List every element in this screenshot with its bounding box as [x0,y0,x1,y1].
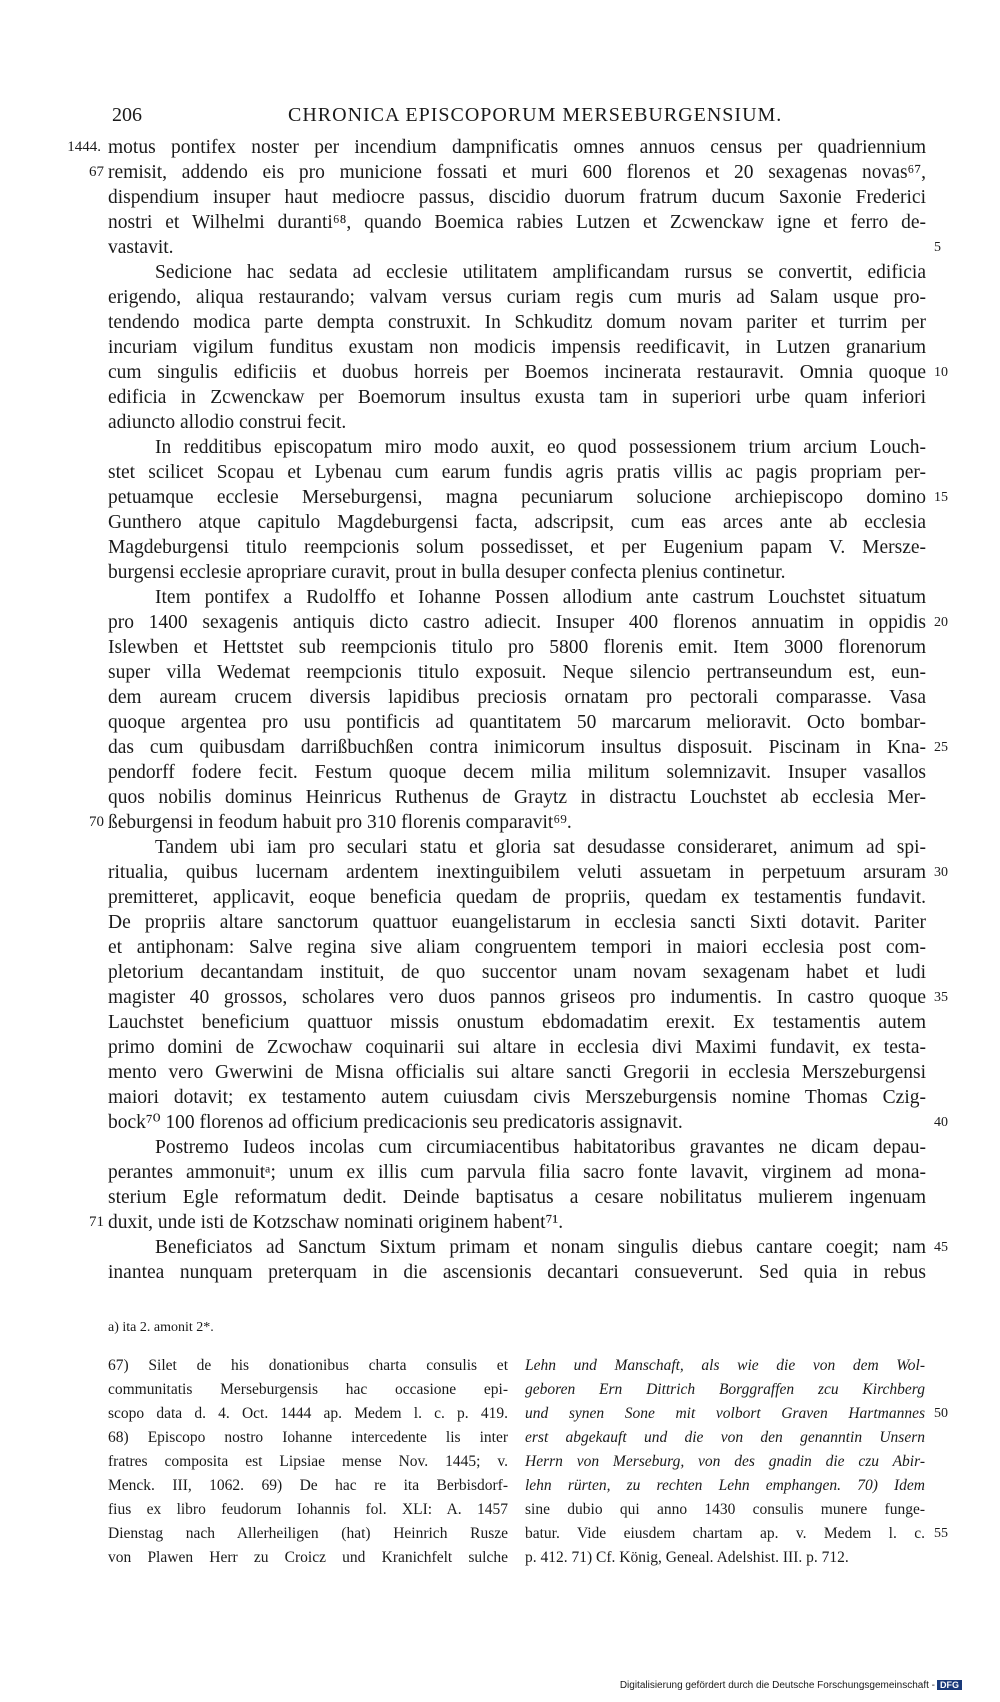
text-line: mento vero Gwerwini de Misna officialis sui altare sancti Gregorii in ecclesia Merszeburgensi [108,1062,926,1083]
footnote-line: lehn rürten, zu rechten Lehn emphangen. 70) Idem [525,1477,925,1494]
line-number-50: 50 [934,1406,948,1421]
footnote-line: Lehn und Manschaft, als wie die von dem Wol- [525,1357,925,1374]
footnote-line: batur. Vide eiusdem chartam ap. v. Medem l. c. [525,1525,925,1542]
text-line: ßeburgensi in feodum habuit pro 310 florenis comparavit⁶⁹. [108,812,572,833]
footnote-line: communitatis Merseburgensis hac occasione epi- [108,1381,508,1398]
text-line: Lauchstet beneficium quattuor missis onustum ebdomadatim erexit. Ex testamentis autem [108,1012,926,1033]
text-line: pro 1400 sexagenis antiquis dicto castro adiecit. Insuper 400 florenos annuatim in oppidis [108,612,926,633]
text-line: In redditibus episcopatum miro modo auxit, eo quod possessionem trium arcium Louch- [155,437,926,458]
text-line: sterium Egle reformatum dedit. Deinde baptisatus a cesare nobilitatus mulierem ingenuam [108,1187,926,1208]
footnote-line: p. 412. 71) Cf. König, Geneal. Adelshist. III. p. 712. [525,1549,849,1566]
apparatus-note: a) ita 2. amonit 2*. [108,1320,214,1335]
line-number-45: 45 [934,1240,948,1255]
text-line: tendendo modica parte dempta construxit. In Schkuditz domum novam pariter et turrim per [108,312,926,333]
text-line: primo domini de Zcwochaw coquinarii sui altare in ecclesia divi Maximi fundavit, ex testa- [108,1037,926,1058]
text-line: magister 40 grossos, scholares vero duos pannos griseos pro indumentis. In castro quoque [108,987,926,1008]
text-line: ritualia, quibus lucernam ardentem inextinguibilem veluti assuetam in perpetuum arsuram [108,862,926,883]
text-line: super villa Wedemat reempcionis titulo exposuit. Neque silencio pertranseundum est, eun- [108,662,926,683]
footnote-line: Menck. III, 1062. 69) De hac re ita Berbisdorf- [108,1477,508,1494]
footnote-line: scopo data d. 4. Oct. 1444 ap. Medem l. c. p. 419. [108,1405,508,1422]
margin-year: 1444. [67,139,101,155]
text-line: Magdeburgensi titulo reempcionis solum possedisset, et per Eugenium papam V. Mersze- [108,537,926,558]
margin-note-71: 71 [89,1214,104,1230]
text-line: bock⁷⁰ 100 florenos ad officium predicacionis seu predicatoris assignavit. [108,1112,683,1133]
footnote-line: 68) Episcopo nostro Iohanne intercedente lis inter [108,1429,508,1446]
footnote-line: 67) Silet de his donationibus charta consulis et [108,1357,508,1374]
text-line: Item pontifex a Rudolffo et Iohanne Possen allodium ante castrum Louchstet situatum [155,587,926,608]
text-line: quos nobilis dominus Heinricus Ruthenus de Graytz in distractu Louchstet ab ecclesia Mer- [108,787,926,808]
text-line: vastavit. [108,237,174,258]
line-number-30: 30 [934,865,948,880]
text-line: remisit, addendo eis pro municione fossati et muri 600 florenos et 20 sexagenas novas⁶⁷, [108,162,926,183]
footnote-line: geboren Ern Dittrich Borggraffen zcu Kirchberg [525,1381,925,1398]
line-number-5: 5 [934,240,941,255]
text-line: pendorff fodere fecit. Festum quoque decem milia militum solemnizavit. Insuper vasallos [108,762,926,783]
text-line: Sedicione hac sedata ad ecclesie utilitatem amplificandam rursus se convertit, edificia [155,262,926,283]
text-line: inantea nunquam preterquam in die ascensionis decantari consueverunt. Sed quia in rebus [108,1262,926,1283]
text-line: erigendo, aliqua restaurando; valvam versus curiam regis cum muris ad Salam usque pro- [108,287,926,308]
text-line: edificia in Zcwenckaw per Boemorum insultus exusta tam in superiori urbe quam inferiori [108,387,926,408]
footnote-line: fius ex libro feudorum Iohannis fol. XLI: A. 1457 [108,1501,508,1518]
text-line: stet scilicet Scopau et Lybenau cum earum fundis agris pratis villis ac pagis propriam per- [108,462,926,483]
line-number-25: 25 [934,740,948,755]
dfg-logo-badge: DFG [937,1680,962,1690]
text-line: perantes ammonuitᵃ; unum ex illis cum parvula filia sacro fonte lavavit, virginem ad mona- [108,1162,926,1183]
text-line: nostri et Wilhelmi duranti⁶⁸, quando Boemica rabies Lutzen et Zcwenckaw igne et ferro de- [108,212,926,233]
text-line: quoque argentea pro usu pontificis ad quantitatem 50 marcarum melioravit. Octo bombar- [108,712,926,733]
text-line: Postremo Iudeos incolas cum circumiacentibus habitatoribus gravantes ne dicam depau- [155,1137,926,1158]
text-line: Gunthero atque capitulo Magdeburgensi facta, adscripsit, cum eas arces ante ab ecclesia [108,512,926,533]
text-line: maiori dotavit; ex testamento autem cuiusdam civis Merszeburgensis nomine Thomas Czig- [108,1087,926,1108]
footnote-line: Dienstag nach Allerheiligen (hat) Heinrich Rusze [108,1525,508,1542]
digitization-credit [620,1680,962,1691]
footnote-line: von Plawen Herr zu Croicz und Kranichfelt sulche [108,1549,508,1566]
text-line: adiuncto allodio construi fecit. [108,412,347,433]
text-line: dem auream crucem diversis lapidibus preciosis ornatam pro pectorali comparasse. Vasa [108,687,926,708]
page-number: 206 [112,104,142,126]
text-line: premitteret, applicavit, eoque beneficia quedam de propriis, quedam ex testamentis fundavit. [108,887,926,908]
text-line: dispendium insuper haut mediocre passus, discidio duorum fratrum ducum Saxonie Frederici [108,187,926,208]
margin-note-70: 70 [89,814,104,830]
text-line: cum singulis edificiis et duobus horreis per Boemos incinerata restauravit. Omnia quoque [108,362,926,383]
line-number-40: 40 [934,1115,948,1130]
footnote-line: und synen Sone mit volbort Graven Hartmannes [525,1405,925,1422]
footnote-line: sine dubio qui anno 1430 consulis munere funge- [525,1501,925,1518]
footnote-line: erst abgekauft und die von den genanntin Unsern [525,1429,925,1446]
line-number-15: 15 [934,490,948,505]
text-line: Tandem ubi iam pro seculari statu et gloria sat desudasse consideraret, animum ad spi- [155,837,926,858]
line-number-35: 35 [934,990,948,1005]
text-line: Beneficiatos ad Sanctum Sixtum primam et nonam singulis diebus cantare coegit; nam [155,1237,926,1258]
line-number-55: 55 [934,1526,948,1541]
credit-text: Digitalisierung gefördert durch die Deutsche Forschungsgemeinschaft - [619,1680,935,1691]
running-title: CHRONICA EPISCOPORUM MERSEBURGENSIUM. [288,104,783,126]
text-line: burgensi ecclesie apropriare curavit, prout in bulla desuper confecta plenius continetur. [108,562,786,583]
text-line: motus pontifex noster per incendium dampnificatis omnes annuos census per quadriennium [108,137,926,158]
text-line: duxit, unde isti de Kotzschaw nominati originem habent⁷¹. [108,1212,564,1233]
text-line: incuriam vigilum funditus exustam non modicis impensis reedificavit, in Lutzen granarium [108,337,926,358]
margin-note-67: 67 [89,164,104,180]
text-line: das cum quibusdam darrißbuchßen contra inimicorum insultus disposuit. Piscinam in Kna- [108,737,926,758]
footnote-line: Herrn von Merseburg, von des gnadin die czu Abir- [525,1453,925,1470]
line-number-20: 20 [934,615,948,630]
footnote-line: fratres composita est Lipsiae mense Nov. 1445; v. [108,1453,508,1470]
text-line: pletorium decantandam instituit, de quo succentor unam novam sexagenam habet et ludi [108,962,926,983]
text-line: Islewben et Hettstet sub reempcionis titulo pro 5800 florenis emit. Item 3000 florenorum [108,637,926,658]
line-number-10: 10 [934,365,948,380]
text-line: et antiphonam: Salve regina sive aliam congruentem tempori in maiori ecclesia post com- [108,937,926,958]
text-line: petuamque ecclesie Merseburgensi, magna pecuniarum solucione archiepiscopo domino [108,487,926,508]
text-line: De propriis altare sanctorum quattuor euangelistarum in ecclesia sancti Sixti dotavit. Pariter [108,912,926,933]
